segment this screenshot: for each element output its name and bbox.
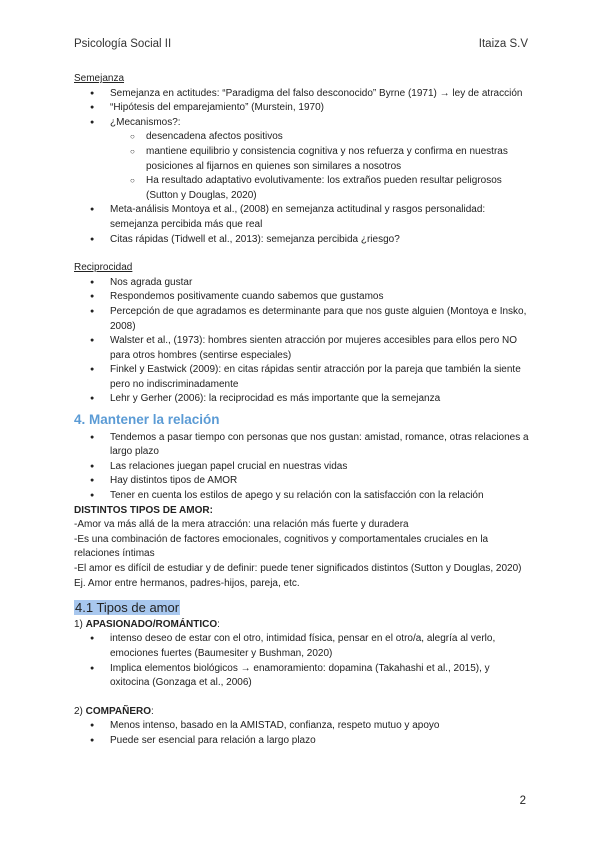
list-item: ● Menos intenso, basado en la AMISTAD, confianza, respeto mutuo y apoyo xyxy=(74,719,530,734)
apasionado-title: 1) APASIONADO/ROMÁNTICO: xyxy=(74,618,220,630)
reciprocidad-list xyxy=(74,276,530,407)
list-item: ● Las relaciones juegan papel crucial en nuestras vidas xyxy=(74,460,530,475)
semejanza-list xyxy=(74,87,530,248)
list-item-text: ¿Mecanismos?: xyxy=(110,116,181,128)
list-item: ● Percepción de que agradamos es determinante para que nos guste alguien (Montoya e Insko, 2008) xyxy=(74,305,530,334)
page-content xyxy=(74,72,530,749)
list-item: ● Nos agrada gustar xyxy=(74,276,530,291)
companero-title: 2) COMPAÑERO: xyxy=(74,705,154,717)
sub-list-item: ○ mantiene equilibrio y consistencia cognitiva y nos refuerza y confirma en nuestras posiciones al fijarnos en quienes son similares a nosotros xyxy=(74,145,530,174)
page-number: 2 xyxy=(519,795,526,807)
list-item: ● Implica elementos biológicos → enamoramiento: dopamina (Takahashi et al., 2015), y oxitocina (Gonzaga et al., 2006) xyxy=(74,662,530,691)
list-item: ● Hay distintos tipos de AMOR xyxy=(74,474,530,489)
paragraph-line: -Amor va más allá de la mera atracción: una relación más fuerte y duradera xyxy=(74,519,409,531)
section-heading-mantener: 4. Mantener la relación xyxy=(74,412,220,428)
semejanza-label: Semejanza xyxy=(74,73,125,84)
list-item xyxy=(74,116,530,204)
list-item: ● Tener en cuenta los estilos de apego y su relación con la satisfacción con la relación xyxy=(74,489,530,504)
companero-list xyxy=(74,719,530,748)
list-item: ● Puede ser esencial para relación a largo plazo xyxy=(74,734,530,749)
list-item: ● Meta-análisis Montoya et al., (2008) en semejanza actitudinal y rasgos personalidad: semejanza percibida más que real xyxy=(74,203,530,232)
paragraph-line: -Es una combinación de factores emocionales, cognitivos y comportamentales cruciales en la relaciones íntimas xyxy=(74,533,489,560)
section-heading-tipos xyxy=(74,601,530,616)
list-item: ● Tendemos a pasar tiempo con personas que nos gustan: amistad, romance, otras relaciones a largo plazo xyxy=(74,431,530,460)
list-item: ● intenso deseo de estar con el otro, intimidad física, pensar en el otro/a, alegría al verlo, emociones fuertes (Baumesiter y Bushman, 2020) xyxy=(74,632,530,661)
highlighted-heading: 4.1 Tipos de amor xyxy=(75,600,180,616)
paragraph-line: -El amor es difícil de estudiar y de definir: puede tener significados distintos (Sutton y Douglas, 2020) Ej. Amor entre hermanos, padres-hijos, pareja, etc. xyxy=(74,563,522,589)
list-item: ● Respondemos positivamente cuando sabemos que gustamos xyxy=(74,290,530,305)
reciprocidad-label: Reciprocidad xyxy=(74,262,133,274)
list-item: ● Lehr y Gerher (2006): la reciprocidad es más importante que la semejanza xyxy=(74,392,530,407)
apasionado-list xyxy=(74,632,530,690)
header-title: Psicología Social II xyxy=(74,38,172,50)
header-author: Itaiza S.V xyxy=(478,38,528,50)
sub-list-item: ○ Ha resultado adaptativo evolutivamente: los extraños pueden resultar peligrosos (Sutton y Douglas, 2020) xyxy=(74,174,530,203)
list-item: ● “Hipótesis del emparejamiento” (Murstein, 1970) xyxy=(74,101,530,116)
sub-list-item: ○ desencadena afectos positivos xyxy=(74,130,530,145)
mecanismos-list xyxy=(110,130,530,203)
list-item: ● Finkel y Eastwick (2009): en citas rápidas sentir atracción por la pareja que también la siente pero no indiscriminadamente xyxy=(74,363,530,392)
list-item: ● Walster et al., (1973): hombres sienten atracción por mujeres accesibles para ellos pero NO para otros hombres (sentirse especiales) xyxy=(74,334,530,363)
list-item: ● Semejanza en actitudes: “Paradigma del falso desconocido” Byrne (1971) → ley de atracción xyxy=(74,87,530,102)
tipos-amor-title: DISTINTOS TIPOS DE AMOR: xyxy=(74,504,213,516)
mantener-list xyxy=(74,431,530,504)
list-item: ● Citas rápidas (Tidwell et al., 2013): semejanza percibida ¿riesgo? xyxy=(74,233,530,248)
